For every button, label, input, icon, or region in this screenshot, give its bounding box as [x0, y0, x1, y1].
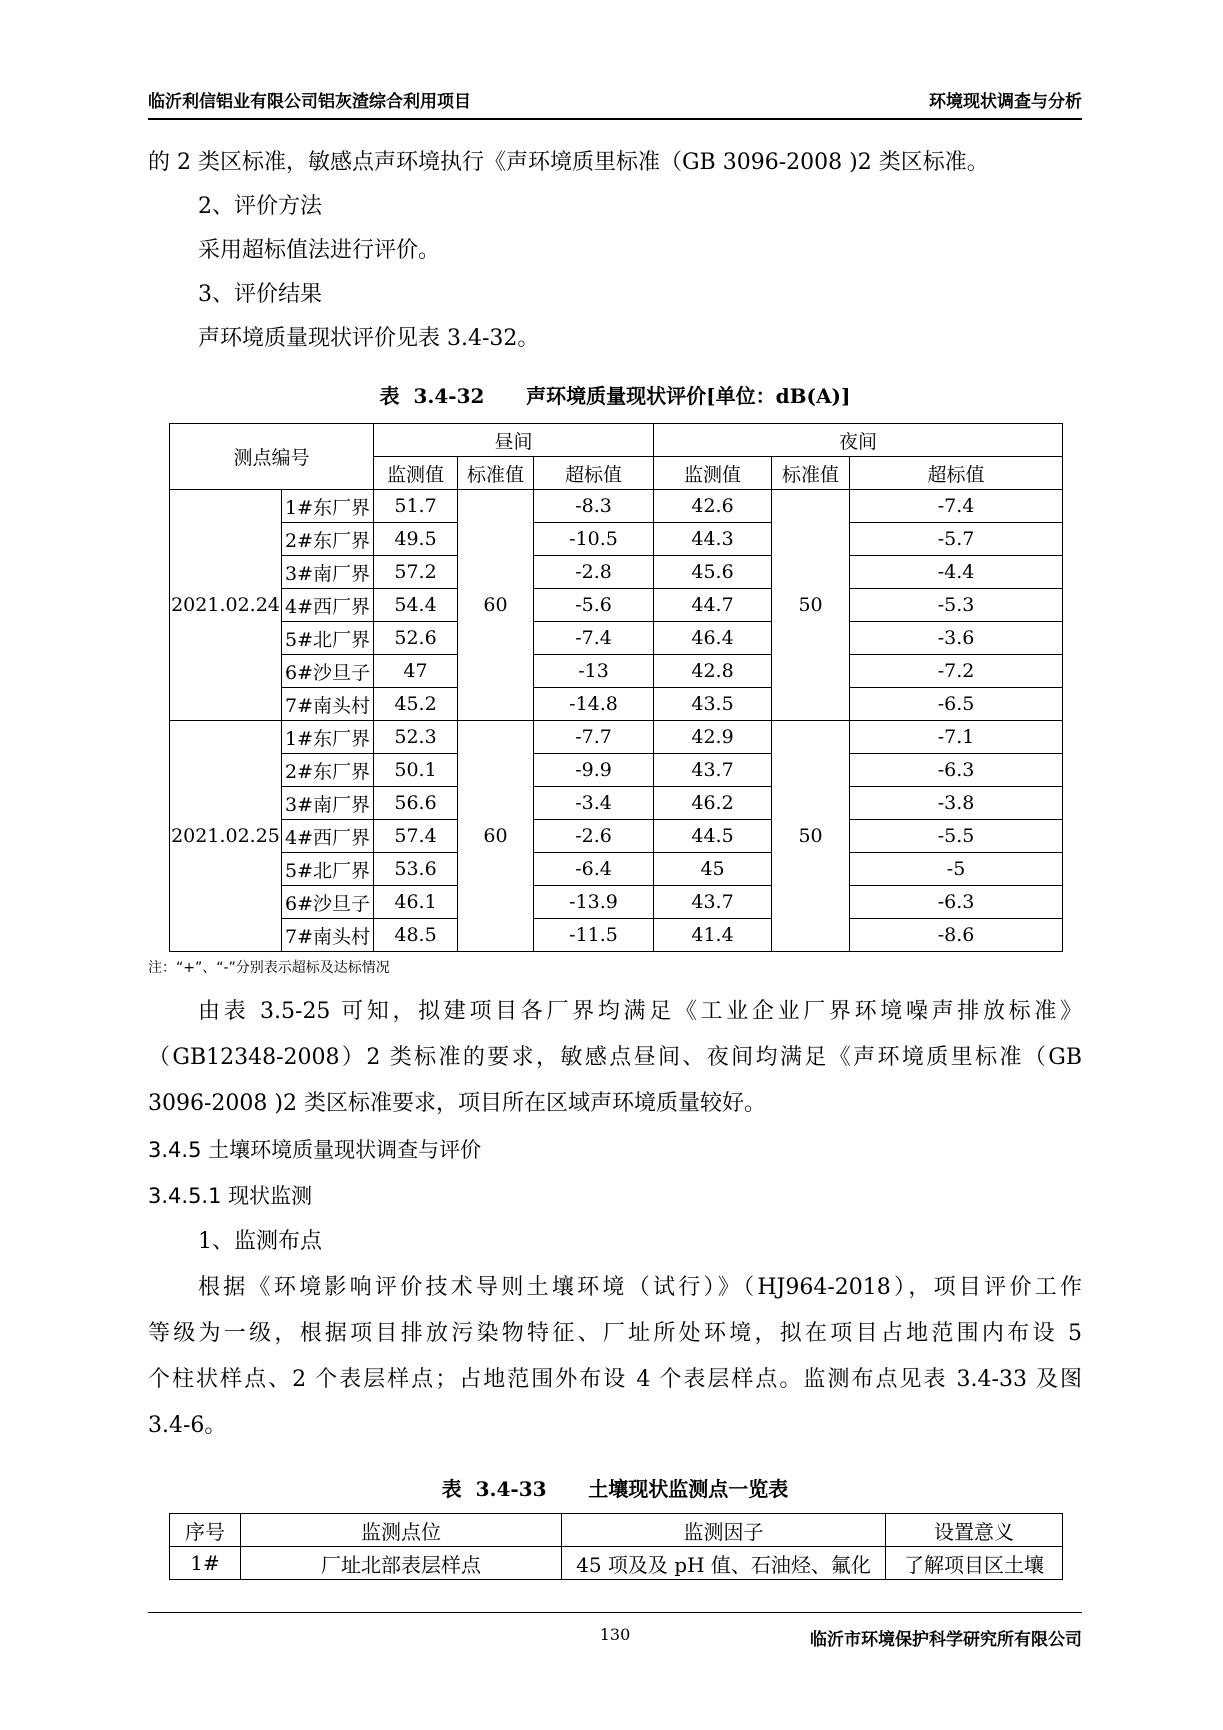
night-exceed-value: -6.3: [850, 886, 1063, 919]
night-exceed-value: -3.6: [850, 622, 1063, 655]
page-number: 130: [599, 1625, 631, 1644]
day-monitor-value: 52.3: [374, 721, 458, 754]
paragraph-layout-line-2: 等级为一级，根据项目排放污染物特征、厂址所处环境，拟在项目占地范围内布设 5: [148, 1321, 1082, 1346]
night-monitor-value: 43.5: [654, 688, 772, 721]
night-monitor-value: 43.7: [654, 886, 772, 919]
day-exceed-value: -3.4: [534, 787, 654, 820]
table-32-caption: 表 3.4-32 声环境质量现状评价[单位：dB(A)]: [379, 384, 851, 408]
point-cell: 5#北厂界: [282, 853, 374, 886]
header-night-monitor: 监测值: [654, 457, 772, 490]
point-cell: 3#南厂界: [282, 787, 374, 820]
header-night-standard: 标准值: [772, 457, 850, 490]
night-standard-value: 50: [772, 721, 850, 952]
point-cell: 1#东厂界: [282, 721, 374, 754]
point-cell: 4#西厂界: [282, 820, 374, 853]
table-row: [170, 556, 1063, 589]
night-exceed-value: -6.3: [850, 754, 1063, 787]
night-exceed-value: -5.3: [850, 589, 1063, 622]
night-monitor-value: 44.7: [654, 589, 772, 622]
table-row: [170, 655, 1063, 688]
section-monitoring-layout: 1、监测布点: [198, 1229, 322, 1254]
page-header: [148, 84, 1082, 120]
night-exceed-value: -8.6: [850, 919, 1063, 952]
table-row: [170, 820, 1063, 853]
section-evaluation-result: 3、评价结果: [198, 282, 322, 307]
point-cell: 1#东厂界: [282, 490, 374, 523]
soil-monitoring-table: [169, 1513, 1063, 1580]
night-exceed-value: -5.5: [850, 820, 1063, 853]
night-monitor-value: 42.6: [654, 490, 772, 523]
day-monitor-value: 47: [374, 655, 458, 688]
header-chapter-title: 环境现状调查与分析: [929, 92, 1082, 112]
night-monitor-value: 46.2: [654, 787, 772, 820]
day-monitor-value: 48.5: [374, 919, 458, 952]
day-exceed-value: -6.4: [534, 853, 654, 886]
day-exceed-value: -9.9: [534, 754, 654, 787]
day-exceed-value: -8.3: [534, 490, 654, 523]
table-header-row: [170, 1514, 1063, 1547]
table-row: [170, 886, 1063, 919]
table-32-note: 注：“+”、“-”分别表示超标及达标情况: [148, 960, 390, 976]
day-monitor-value: 53.6: [374, 853, 458, 886]
point-cell: 3#南厂界: [282, 556, 374, 589]
table-row: [170, 523, 1063, 556]
purpose-cell: 了解项目区土壤: [886, 1547, 1063, 1580]
table-row: [170, 688, 1063, 721]
footer-organization: 临沂市环境保护科学研究所有限公司: [810, 1630, 1082, 1650]
night-monitor-value: 44.3: [654, 523, 772, 556]
point-cell: 5#北厂界: [282, 622, 374, 655]
header-factor: 监测因子: [562, 1514, 886, 1547]
table-row: [170, 1547, 1063, 1580]
header-night: 夜间: [654, 424, 1063, 457]
night-standard-value: 50: [772, 490, 850, 721]
header-no: 序号: [170, 1514, 241, 1547]
table-row: [170, 754, 1063, 787]
table-row: [170, 919, 1063, 952]
day-exceed-value: -11.5: [534, 919, 654, 952]
day-monitor-value: 56.6: [374, 787, 458, 820]
section-heading-3-4-5: 3.4.5 土壤环境质量现状调查与评价: [148, 1138, 482, 1162]
night-monitor-value: 41.4: [654, 919, 772, 952]
header-day-standard: 标准值: [458, 457, 534, 490]
point-cell: 6#沙旦子: [282, 886, 374, 919]
night-exceed-value: -3.8: [850, 787, 1063, 820]
day-exceed-value: -14.8: [534, 688, 654, 721]
paragraph-conclusion-line-2: （GB12348-2008）2 类标准的要求，敏感点昼间、夜间均满足《声环境质里标准（GB: [148, 1045, 1082, 1070]
day-monitor-value: 52.6: [374, 622, 458, 655]
day-monitor-value: 50.1: [374, 754, 458, 787]
day-exceed-value: -7.4: [534, 622, 654, 655]
paragraph-conclusion-line-3: 3096-2008 )2 类区标准要求，项目所在区域声环境质量较好。: [148, 1091, 766, 1116]
day-monitor-value: 51.7: [374, 490, 458, 523]
header-day-monitor: 监测值: [374, 457, 458, 490]
table-row: [170, 589, 1063, 622]
table-row: [170, 787, 1063, 820]
point-cell: 7#南头村: [282, 688, 374, 721]
header-location: 监测点位: [241, 1514, 562, 1547]
day-exceed-value: -13: [534, 655, 654, 688]
noise-evaluation-table: [169, 423, 1063, 952]
header-point: 测点编号: [170, 424, 374, 490]
table-row: [170, 622, 1063, 655]
day-exceed-value: -2.8: [534, 556, 654, 589]
day-exceed-value: -10.5: [534, 523, 654, 556]
night-monitor-value: 46.4: [654, 622, 772, 655]
section-heading-3-4-5-1: 3.4.5.1 现状监测: [148, 1184, 313, 1208]
day-monitor-value: 49.5: [374, 523, 458, 556]
paragraph-layout-line-1: 根据《环境影响评价技术导则土壤环境（试行）》（HJ964-2018），项目评价工作: [198, 1275, 1082, 1300]
factor-cell: 45 项及及 pH 值、石油烃、氟化: [562, 1547, 886, 1580]
page-footer: [148, 1612, 1082, 1653]
night-exceed-value: -5.7: [850, 523, 1063, 556]
point-cell: 4#西厂界: [282, 589, 374, 622]
day-standard-value: 60: [458, 721, 534, 952]
night-exceed-value: -7.1: [850, 721, 1063, 754]
day-monitor-value: 45.2: [374, 688, 458, 721]
paragraph-method-description: 采用超标值法进行评价。: [198, 238, 441, 263]
paragraph-conclusion-line-1: 由表 3.5-25 可知，拟建项目各厂界均满足《工业企业厂界环境噪声排放标准》: [198, 999, 1082, 1024]
paragraph-standard-tail: 的 2 类区标准，敏感点声环境执行《声环境质里标准（GB 3096-2008 )2 类区标准。: [148, 150, 989, 175]
table-row: [170, 853, 1063, 886]
day-exceed-value: -13.9: [534, 886, 654, 919]
day-exceed-value: -5.6: [534, 589, 654, 622]
day-exceed-value: -2.6: [534, 820, 654, 853]
night-monitor-value: 42.8: [654, 655, 772, 688]
table-row: [170, 490, 1063, 523]
night-exceed-value: -7.4: [850, 490, 1063, 523]
night-monitor-value: 45: [654, 853, 772, 886]
paragraph-result-reference: 声环境质量现状评价见表 3.4-32。: [198, 326, 540, 351]
table-header-row: [170, 424, 1063, 457]
night-exceed-value: -6.5: [850, 688, 1063, 721]
date-cell: 2021.02.25: [170, 721, 282, 952]
night-exceed-value: -7.2: [850, 655, 1063, 688]
header-day-exceed: 超标值: [534, 457, 654, 490]
night-exceed-value: -5: [850, 853, 1063, 886]
day-standard-value: 60: [458, 490, 534, 721]
location-cell: 厂址北部表层样点: [241, 1547, 562, 1580]
night-monitor-value: 44.5: [654, 820, 772, 853]
night-monitor-value: 42.9: [654, 721, 772, 754]
header-purpose: 设置意义: [886, 1514, 1063, 1547]
header-day: 昼间: [374, 424, 654, 457]
table-row: [170, 721, 1063, 754]
no-cell: 1#: [170, 1547, 241, 1580]
night-exceed-value: -4.4: [850, 556, 1063, 589]
point-cell: 6#沙旦子: [282, 655, 374, 688]
day-monitor-value: 57.2: [374, 556, 458, 589]
header-project-title: 临沂利信铝业有限公司铝灰渣综合利用项目: [148, 92, 471, 112]
date-cell: 2021.02.24: [170, 490, 282, 721]
day-exceed-value: -7.7: [534, 721, 654, 754]
point-cell: 2#东厂界: [282, 523, 374, 556]
point-cell: 2#东厂界: [282, 754, 374, 787]
paragraph-layout-line-4: 3.4-6。: [148, 1413, 227, 1438]
day-monitor-value: 54.4: [374, 589, 458, 622]
day-monitor-value: 46.1: [374, 886, 458, 919]
night-monitor-value: 45.6: [654, 556, 772, 589]
table-33-caption: 表 3.4-33 土壤现状监测点一览表: [441, 1477, 789, 1501]
section-evaluation-method: 2、评价方法: [198, 194, 322, 219]
point-cell: 7#南头村: [282, 919, 374, 952]
paragraph-layout-line-3: 个柱状样点、2 个表层样点；占地范围外布设 4 个表层样点。监测布点见表 3.4-33 及图: [148, 1367, 1082, 1392]
day-monitor-value: 57.4: [374, 820, 458, 853]
night-monitor-value: 43.7: [654, 754, 772, 787]
header-night-exceed: 超标值: [850, 457, 1063, 490]
